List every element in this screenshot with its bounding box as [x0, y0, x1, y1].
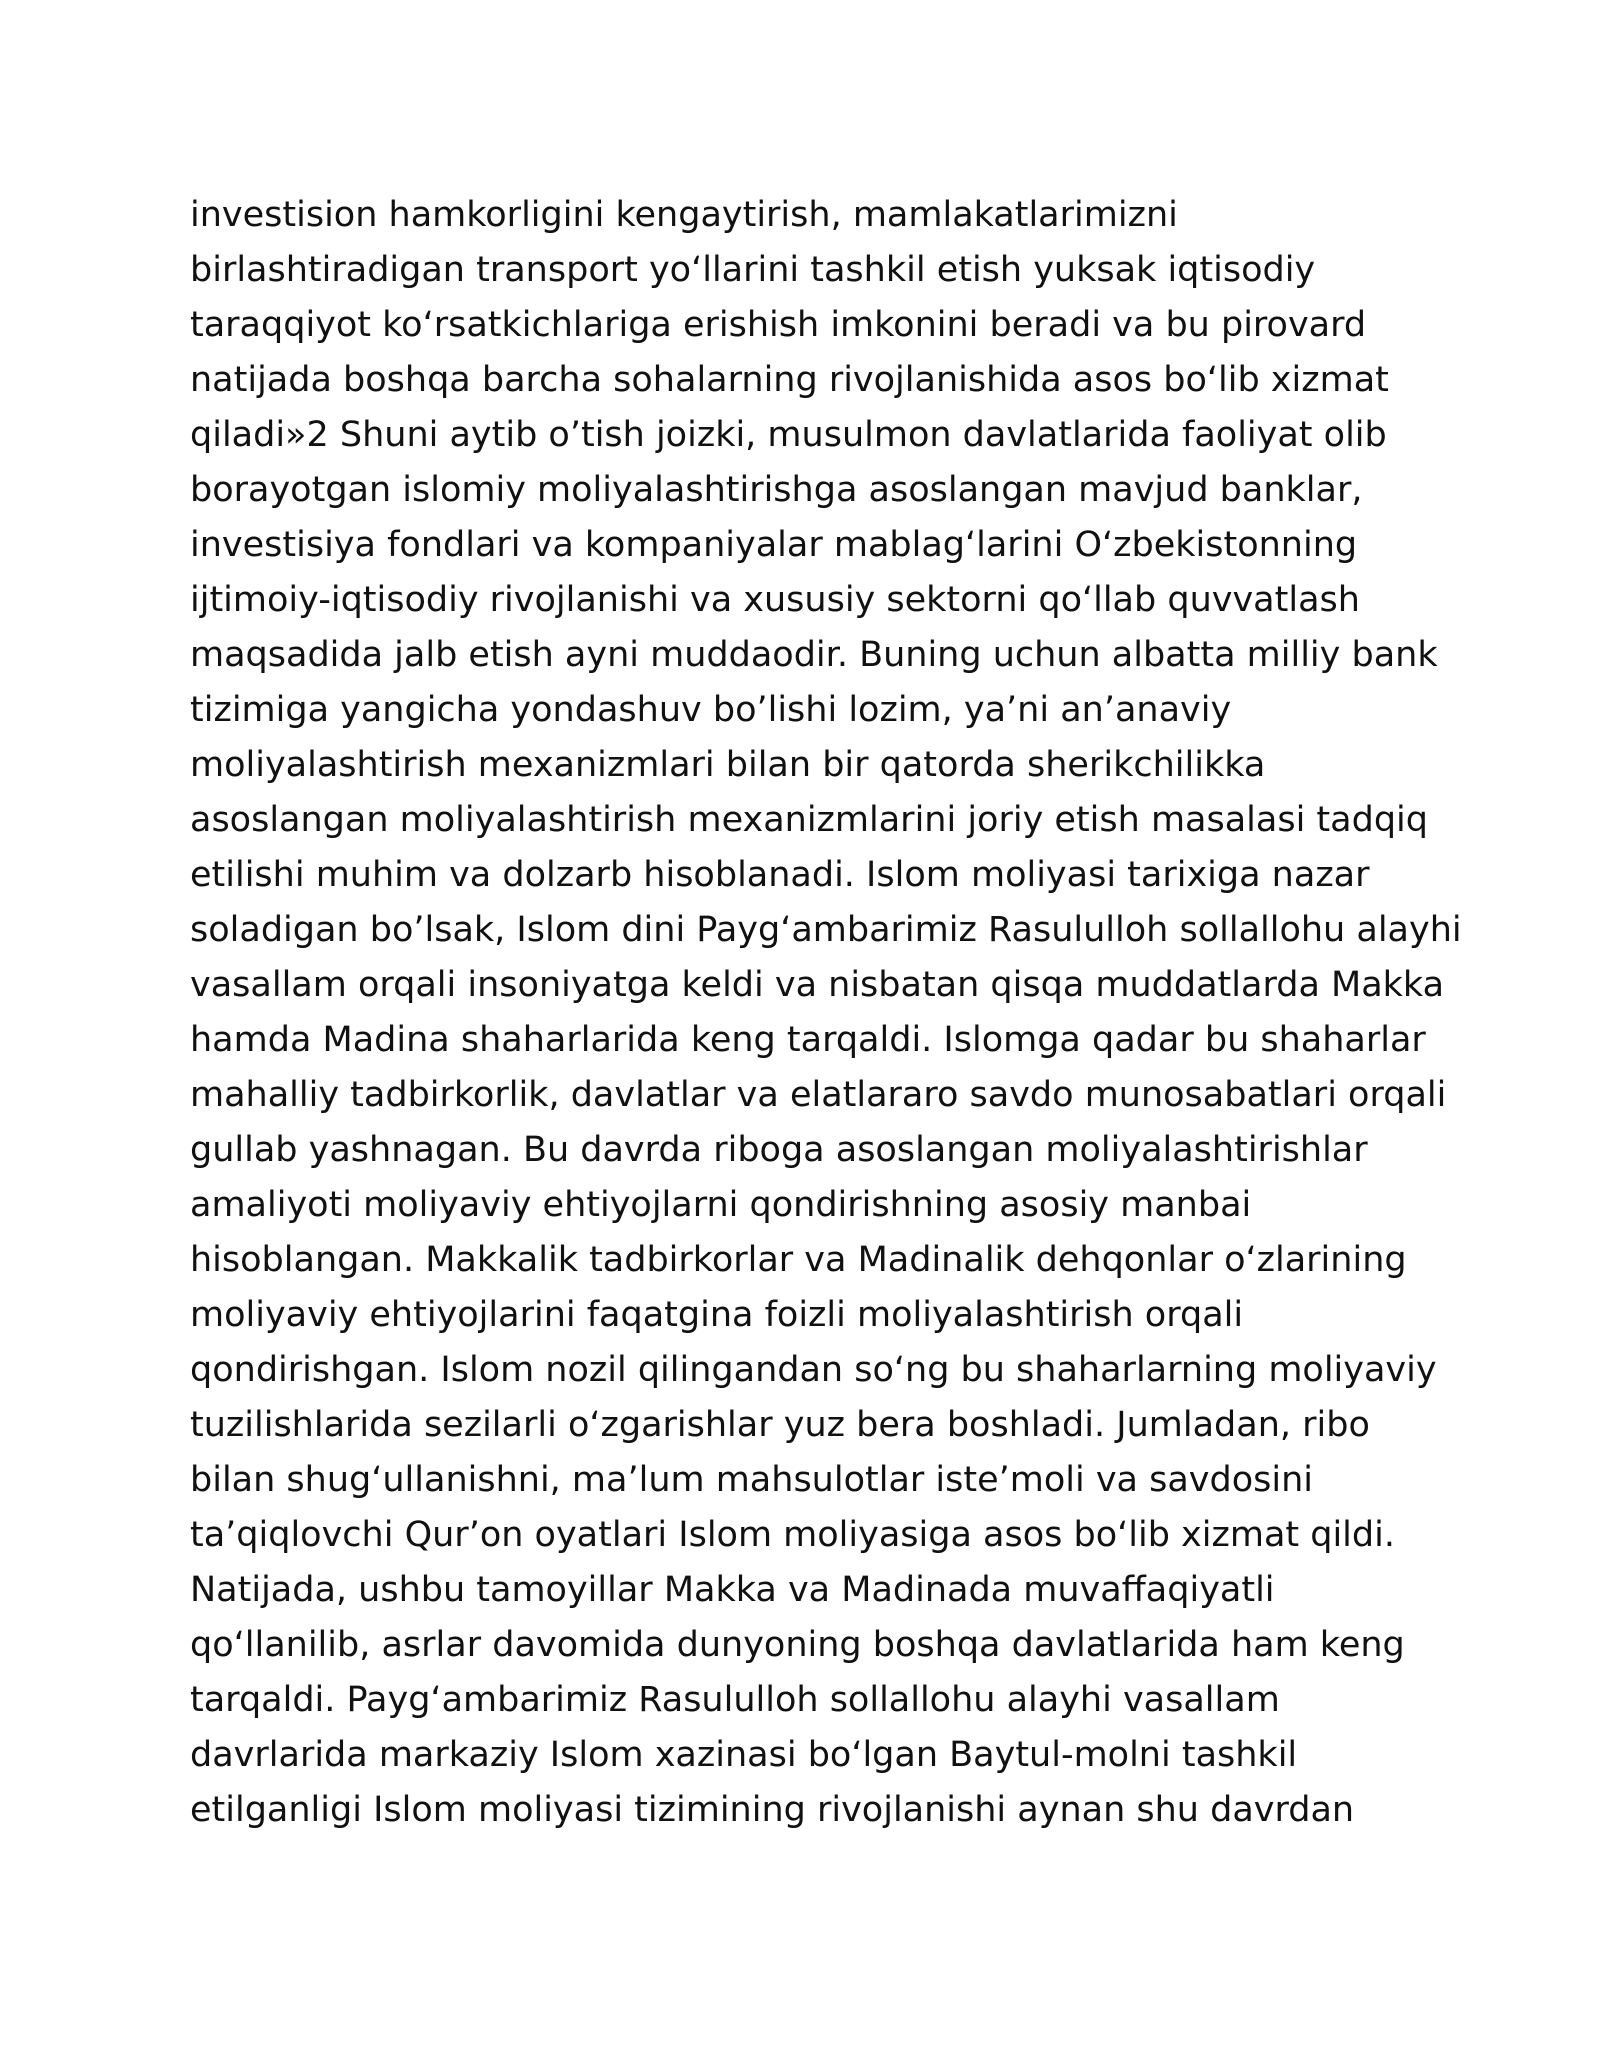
text-line: tuzilishlarida sezilarli o‘zgarishlar yuz bera boshladi. Jumladan, ribo [190, 1405, 1370, 1445]
text-line: investisiya fondlari va kompaniyalar mablag‘larini O‘zbekistonning [190, 525, 1358, 565]
text-line: hisoblangan. Makkalik tadbirkorlar va Madinalik dehqonlar o‘zlarining [190, 1240, 1407, 1280]
text-line: moliyalashtirish mexanizmlari bilan bir qatorda sherikchilikka [190, 745, 1266, 785]
text-line: ta’qiqlovchi Qur’on oyatlari Islom moliyasiga asos bo‘lib xizmat qildi. [190, 1515, 1395, 1555]
text-line: investision hamkorligini kengaytirish, mamlakatlarimizni [190, 195, 1178, 235]
text-line: mahalliy tadbirkorlik, davlatlar va elatlararo savdo munosabatlari orqali [190, 1075, 1447, 1115]
text-line: birlashtiradigan transport yo‘llarini tashkil etish yuksak iqtisodiy [190, 250, 1316, 290]
text-line: qiladi»2 Shuni aytib o’tish joizki, musulmon davlatlarida faoliyat olib [190, 415, 1387, 455]
text-line: hamda Madina shaharlarida keng tarqaldi. Islomga qadar bu shaharlar [190, 1020, 1426, 1060]
text-line: bilan shug‘ullanishni, ma’lum mahsulotlar iste’moli va savdosini [190, 1460, 1314, 1500]
text-line: amaliyoti moliyaviy ehtiyojlarni qondirishning asosiy manbai [190, 1185, 1252, 1225]
text-line: etilganligi Islom moliyasi tizimining rivojlanishi aynan shu davrdan [190, 1790, 1355, 1830]
text-line: gullab yashnagan. Bu davrda riboga asoslangan moliyalashtirishlar [190, 1130, 1368, 1170]
text-line: natijada boshqa barcha sohalarning rivojlanishida asos bo‘lib xizmat [190, 360, 1389, 400]
text-line: moliyaviy ehtiyojlarini faqatgina foizli moliyalashtirish orqali [190, 1295, 1244, 1335]
text-line: qo‘llanilib, asrlar davomida dunyoning boshqa davlatlarida ham keng [190, 1625, 1405, 1665]
text-line: vasallam orqali insoniyatga keldi va nisbatan qisqa muddatlarda Makka [190, 965, 1445, 1005]
body-paragraph [190, 188, 1462, 1838]
text-line: borayotgan islomiy moliyalashtirishga asoslangan mavjud banklar, [190, 470, 1363, 510]
text-line: taraqqiyot ko‘rsatkichlariga erishish imkonini beradi va bu pirovard [190, 305, 1367, 345]
text-line: davrlarida markaziy Islom xazinasi bo‘lgan Baytul-molni tashkil [190, 1735, 1298, 1775]
text-line: ijtimoiy-iqtisodiy rivojlanishi va xususiy sektorni qo‘llab quvvatlash [190, 580, 1360, 620]
text-line: maqsadida jalb etish ayni muddaodir. Buning uchun albatta milliy bank [190, 635, 1438, 675]
text-line: soladigan bo’lsak, Islom dini Payg‘ambarimiz Rasululloh sollallohu alayhi [190, 910, 1462, 950]
text-line: tizimiga yangicha yondashuv bo’lishi lozim, ya’ni an’anaviy [190, 690, 1232, 730]
text-line: tarqaldi. Payg‘ambarimiz Rasululloh sollallohu alayhi vasallam [190, 1680, 1280, 1720]
text-line: asoslangan moliyalashtirish mexanizmlarini joriy etish masalasi tadqiq [190, 800, 1428, 840]
text-line: qondirishgan. Islom nozil qilingandan so‘ng bu shaharlarning moliyaviy [190, 1350, 1437, 1390]
text-line: etilishi muhim va dolzarb hisoblanadi. Islom moliyasi tarixiga nazar [190, 855, 1370, 895]
text-line: Natijada, ushbu tamoyillar Makka va Madinada muvaffaqiyatli [190, 1570, 1275, 1610]
